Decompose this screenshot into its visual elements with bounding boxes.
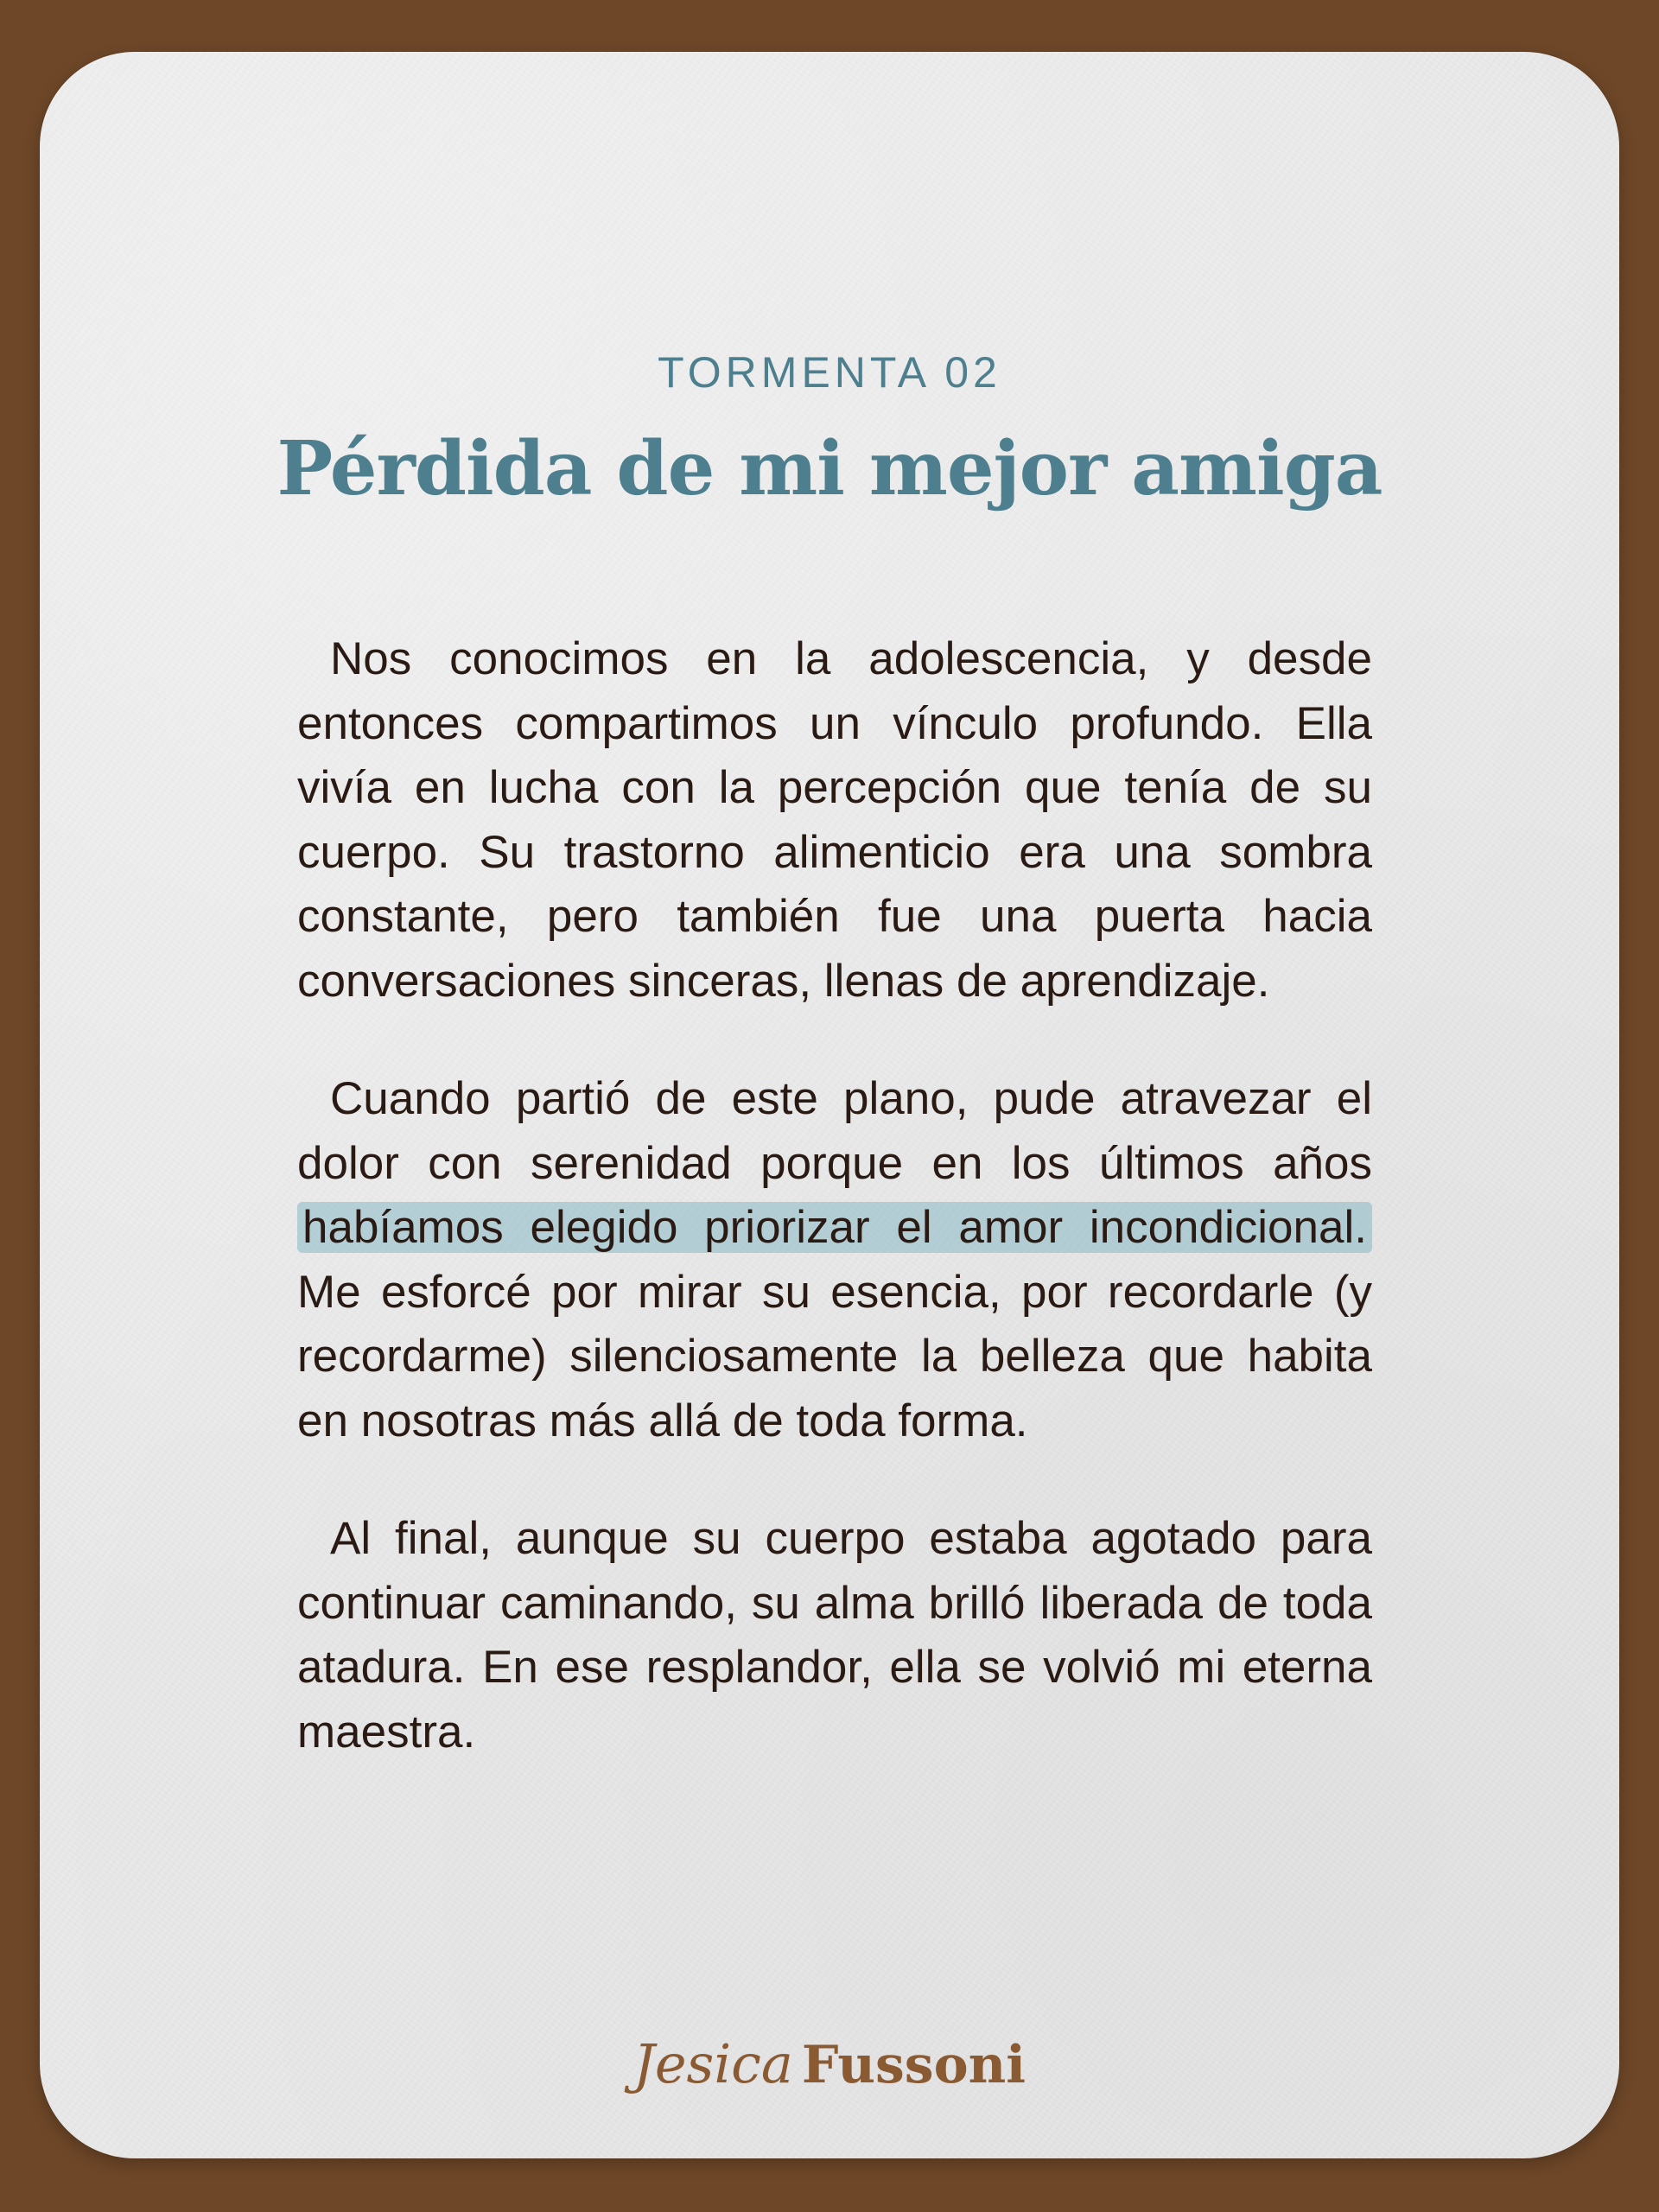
highlighted-text: habíamos elegido priorizar el amor incondicional. [297,1202,1372,1253]
paragraph-1 [297,627,1372,1014]
paragraph-3 [297,1507,1372,1764]
chapter-kicker: TORMENTA 02 [658,348,1001,397]
author-signature [0,2032,1659,2095]
page-title: Pérdida de mi mejor amiga [276,425,1382,512]
paragraph-3-text: Al final, aunque su cuerpo estaba agotado para continuar caminando, su alma brilló liberada de toda atadura. En ese resplandor, ella se volvió mi eterna maestra. [297,1513,1372,1758]
paragraph-2-text-before: Cuando partió de este plano, pude atravezar el dolor con serenidad porque en los últimos años [297,1073,1372,1189]
paragraph-1-text: Nos conocimos en la adolescencia, y desde entonces compartimos un vínculo profundo. Ella vivía en lucha con la percepción que tenía de su cuerpo. Su trastorno alimenticio era una sombra constante, pero también fue una puerta hacia conversaciones sinceras, llenas de aprendizaje. [297,633,1372,1007]
paragraph-2 [297,1067,1372,1453]
signature-last-name: Fussoni [801,2035,1027,2095]
signature-first-name: Jesica [632,2032,793,2095]
body-text [297,627,1372,1818]
paragraph-2-text-after: Me esforcé por mirar su esencia, por recordarle (y recordarme) silenciosamente la belleza que habita en nosotras más allá de toda forma. [297,1266,1372,1446]
